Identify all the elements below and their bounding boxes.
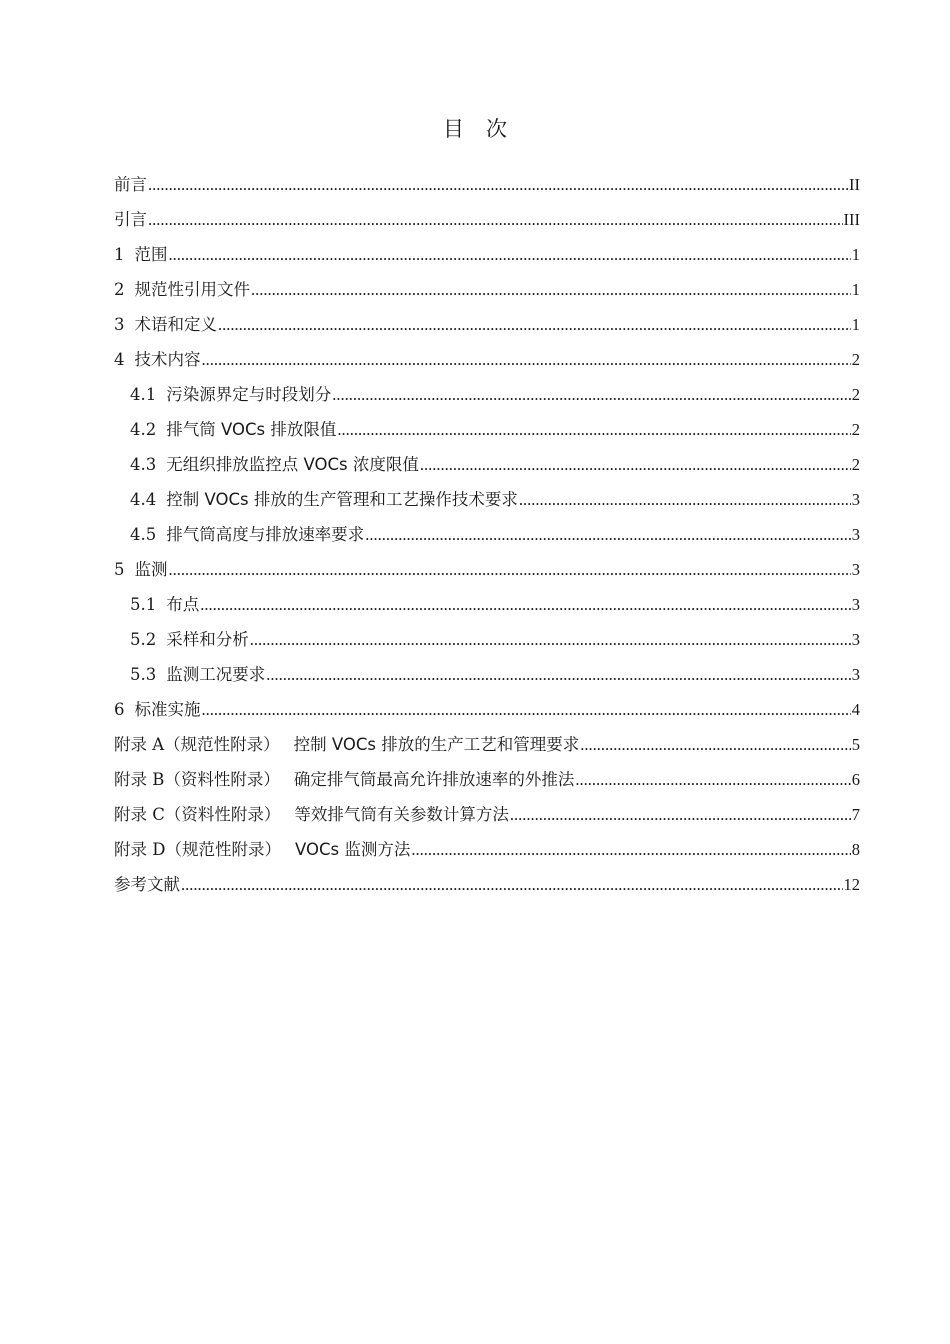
toc-page-number: 3 (851, 490, 860, 509)
toc-page-number: 2 (851, 385, 860, 404)
toc-entry-number: 4.2 (130, 420, 157, 439)
toc-dot-leader (510, 797, 851, 832)
toc-entry[interactable] (114, 482, 860, 517)
toc-entry-label: 采样和分析 (166, 630, 249, 649)
toc-page-number: 3 (851, 665, 860, 684)
toc-appendix-tag: 附录 B（资料性附录） (114, 770, 280, 789)
toc-entry-label: 规范性引用文件 (134, 280, 250, 299)
toc-page-number: 2 (851, 350, 860, 369)
toc-entry-number: 3 (114, 315, 125, 334)
toc-page-number: 6 (851, 770, 860, 789)
title-part-2: 次 (486, 117, 507, 141)
toc-page-number: 12 (843, 875, 860, 894)
toc-entry-number: 5.2 (130, 630, 157, 649)
toc-dot-leader (250, 622, 851, 657)
toc-dot-leader (519, 482, 851, 517)
toc-entry[interactable] (114, 727, 860, 762)
toc-dot-leader (251, 272, 851, 307)
toc-dot-leader (169, 237, 851, 272)
toc-entry-label: VOCs 监测方法 (294, 840, 411, 859)
toc-appendix-tag: 附录 C（资料性附录） (114, 805, 281, 824)
toc-dot-leader (266, 657, 851, 692)
toc-dot-leader (365, 517, 851, 552)
toc-entry[interactable] (114, 412, 860, 447)
page-title (0, 113, 950, 143)
toc-entry[interactable] (114, 237, 860, 272)
toc-entry-number: 4.1 (130, 385, 157, 404)
toc-page-number: 7 (851, 805, 860, 824)
toc-dot-leader (580, 727, 850, 762)
toc-entry-number: 4.3 (130, 455, 157, 474)
toc-page-number: 5 (851, 735, 860, 754)
toc-entry-label: 排气筒高度与排放速率要求 (166, 525, 365, 544)
toc-entry[interactable] (114, 657, 860, 692)
toc-page-number: 3 (851, 525, 860, 544)
toc-entry[interactable] (114, 377, 860, 412)
toc-entry-number: 2 (114, 280, 125, 299)
toc-entry-label: 引言 (114, 210, 147, 229)
toc-entry-label: 布点 (166, 595, 200, 614)
toc-page-number: 3 (851, 630, 860, 649)
toc-dot-leader (218, 307, 851, 342)
toc-entry-label: 范围 (134, 245, 168, 264)
toc-page-number: III (843, 210, 860, 229)
toc-entry-label: 无组织排放监控点 VOCs 浓度限值 (166, 455, 419, 474)
toc-entry[interactable] (114, 622, 860, 657)
toc-page-number: 8 (851, 840, 860, 859)
toc-entry[interactable] (114, 587, 860, 622)
toc-entry[interactable] (114, 202, 860, 237)
table-of-contents (114, 167, 860, 902)
toc-entry-number: 4.5 (130, 525, 157, 544)
toc-page-number: 1 (851, 280, 860, 299)
toc-dot-leader (148, 202, 843, 237)
toc-dot-leader (411, 832, 850, 867)
toc-entry-label: 排气筒 VOCs 排放限值 (166, 420, 337, 439)
toc-entry[interactable] (114, 762, 860, 797)
toc-entry-label: 监测工况要求 (166, 665, 266, 684)
toc-dot-leader (181, 867, 843, 902)
title-part-1: 目 (443, 117, 464, 141)
toc-entry[interactable] (114, 797, 860, 832)
toc-entry-number: 5.3 (130, 665, 157, 684)
toc-entry-number: 5 (114, 560, 125, 579)
toc-entry-number: 4 (114, 350, 125, 369)
toc-entry[interactable] (114, 447, 860, 482)
toc-entry-number: 4.4 (130, 490, 157, 509)
toc-entry-label: 技术内容 (134, 350, 201, 369)
toc-entry[interactable] (114, 272, 860, 307)
toc-entry-label: 控制 VOCs 排放的生产工艺和管理要求 (293, 735, 580, 754)
toc-entry-label: 控制 VOCs 排放的生产管理和工艺操作技术要求 (166, 490, 518, 509)
toc-dot-leader (575, 762, 850, 797)
toc-entry-label: 监测 (134, 560, 168, 579)
toc-dot-leader (200, 587, 851, 622)
toc-page-number: 3 (851, 560, 860, 579)
toc-entry-number: 5.1 (130, 595, 157, 614)
toc-page-number: 2 (851, 420, 860, 439)
toc-entry[interactable] (114, 692, 860, 727)
toc-entry[interactable] (114, 867, 860, 902)
toc-dot-leader (169, 552, 851, 587)
toc-page-number: 1 (851, 245, 860, 264)
toc-dot-leader (148, 167, 848, 202)
toc-entry-label: 确定排气筒最高允许排放速率的外推法 (293, 770, 575, 789)
toc-entry[interactable] (114, 307, 860, 342)
toc-appendix-tag: 附录 D（规范性附录） (114, 840, 281, 859)
toc-page-number: II (849, 175, 860, 194)
toc-entry[interactable] (114, 552, 860, 587)
toc-dot-leader (337, 412, 850, 447)
toc-entry-label: 污染源界定与时段划分 (166, 385, 332, 404)
toc-entry[interactable] (114, 517, 860, 552)
toc-entry[interactable] (114, 167, 860, 202)
toc-entry[interactable] (114, 832, 860, 867)
toc-dot-leader (420, 447, 851, 482)
toc-appendix-tag: 附录 A（规范性附录） (114, 735, 280, 754)
toc-entry-label: 参考文献 (114, 875, 180, 894)
toc-page-number: 4 (851, 700, 860, 719)
toc-dot-leader (202, 692, 851, 727)
toc-entry-number: 1 (114, 245, 125, 264)
toc-page-number: 2 (851, 455, 860, 474)
toc-dot-leader (332, 377, 851, 412)
toc-entry-label: 前言 (114, 175, 147, 194)
toc-page-number: 1 (851, 315, 860, 334)
toc-entry-label: 等效排气筒有关参数计算方法 (294, 805, 509, 824)
toc-page-number: 3 (851, 595, 860, 614)
toc-entry-number: 6 (114, 700, 125, 719)
toc-entry[interactable] (114, 342, 860, 377)
toc-entry-label: 术语和定义 (134, 315, 217, 334)
toc-entry-label: 标准实施 (134, 700, 201, 719)
toc-dot-leader (202, 342, 851, 377)
